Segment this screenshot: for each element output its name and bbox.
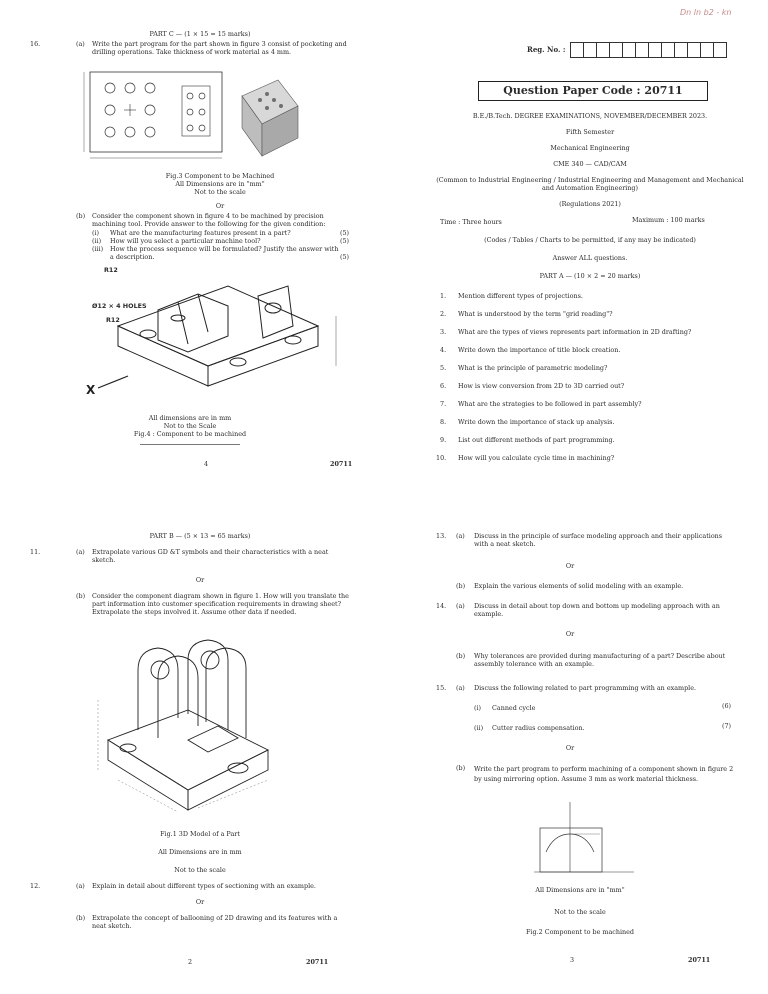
q16a-label: (a) [76,40,85,48]
codes-permitted: (Codes / Tables / Charts to be permitted, if any may be indicated) [484,236,696,244]
question-text: List out different methods of part programming. [458,436,615,444]
fig4-caption-scale: Not to the Scale [163,422,217,430]
q12-number: 12. [30,882,41,890]
question-number: 4. [440,346,447,354]
page-code: 20711 [306,958,329,966]
svg-text:X: X [86,383,96,397]
page-number: 4 [204,460,209,468]
fig4-caption-units: All dimensions are in mm [148,414,232,422]
course: CME 340 — CAD/CAM [553,160,627,168]
q12b-label: (b) [76,914,86,922]
q11a-label: (a) [76,548,85,556]
q14-number: 14. [436,602,447,610]
reg-no-boxes [570,42,727,58]
page-number: 3 [570,956,575,964]
fig2-caption-title: Fig.2 Component to be machined [526,928,634,936]
maximum-marks: Maximum : 100 marks [632,216,705,224]
q16b-label: (b) [76,212,86,220]
q16-number: 16. [30,40,41,48]
question-number: 9. [440,436,447,444]
q13a-text: Discuss in the principle of surface modeling approach and their applications with a neat sketch. [474,532,723,548]
question-text: What are the types of views represents part information in 2D drafting? [458,328,692,336]
page-number: 2 [188,958,193,966]
question-number: 5. [440,364,447,372]
q13b-text: Explain the various elements of solid modeling with an example. [474,582,684,590]
q16b-item-num: (i) [92,229,100,237]
exam-title: B.E./B.Tech. DEGREE EXAMINATIONS, NOVEMBER/DECEMBER 2023. [472,112,708,120]
question-text: Mention different types of projections. [458,292,583,300]
q12a-text: Explain in detail about different types of sectioning with an example. [92,882,316,890]
regulations: (Regulations 2021) [559,200,621,208]
handwritten-note: Dn ln b2 - kn [680,8,732,17]
q15b-text: Write the part program to perform machining of a component shown in figure 2 by using mirroring option. Assume 3 mm as work material thickness. [474,765,734,783]
or-divider: Or [215,202,225,210]
fig2-caption-units: All Dimensions are in "mm" [535,886,625,894]
fig1-caption-title: Fig.1 3D Model of a Part [160,830,240,838]
q14a-text: Discuss in detail about top down and bottom up modeling approach with an example. [474,602,720,618]
question-number: 2. [440,310,447,318]
question-text: How is view conversion from 2D to 3D carried out? [458,382,625,390]
fig2-caption-scale: Not to the scale [554,908,606,916]
question-text: What is the principle of parametric modeling? [458,364,608,372]
q16b-item-text: How will you select a particular machine tool? [110,237,261,245]
q14b-label: (b) [456,652,466,660]
answer-all: Answer ALL questions. [552,254,628,262]
or-divider: Or [565,744,575,752]
q16b-item-text: How the process sequence will be formulated? Justify the answer with a description. [110,245,339,261]
part-c-heading: PART C — (1 × 15 = 15 marks) [149,30,251,38]
time-allowed: Time : Three hours [440,218,502,226]
q15a-label: (a) [456,684,465,692]
q13-number: 13. [436,532,447,540]
question-number: 3. [440,328,447,336]
end-rule [140,444,240,445]
q15a-item-marks: (6) [722,702,732,710]
question-number: 1. [440,292,447,300]
q16a-text: Write the part program for the part shown in figure 3 consist of pocketing and drilling operations. Take thickness of work material as 4 mm. [92,40,347,56]
q16b-item-text: What are the manufacturing features present in a part? [110,229,291,237]
question-text: What are the strategies to be followed in part assembly? [458,400,642,408]
q15a-text: Discuss the following related to part programming with an example. [474,684,697,692]
q14a-label: (a) [456,602,465,610]
semester: Fifth Semester [565,128,615,136]
page-code: 20711 [688,956,711,964]
part-a-heading: PART A — (10 × 2 = 20 marks) [539,272,641,280]
question-number: 6. [440,382,447,390]
common-to: (Common to Industrial Engineering / Industrial Engineering and Management and Mechanical and Automation Engineering) [436,176,744,192]
q13a-label: (a) [456,532,465,540]
q16b-item-marks: (5) [340,237,350,245]
q12b-text: Extrapolate the concept of ballooning of 2D drawing and its features with a neat sketch. [92,914,338,930]
department: Mechanical Engineering [550,144,630,152]
q15a-item-text: Cutter radius compensation. [492,724,585,732]
q11b-text: Consider the component diagram shown in figure 1. How will you translate the part information into customer specification requirements in drawing sheet? Extrapolate the steps involved it. Assume other data if needed. [92,592,349,616]
q14b-text: Why tolerances are provided during manufacturing of a part? Describe about assembly tolerance with an example. [474,652,726,668]
fig4-label-r12-top: R12 [104,266,118,274]
question-text: What is understood by the term "grid reading"? [458,310,613,318]
fig1-drawing [88,630,288,820]
question-number: 10. [436,454,447,462]
q11b-label: (b) [76,592,86,600]
q15b-label: (b) [456,764,466,772]
fig4-caption-title: Fig.4 : Component to be machined [133,430,247,438]
q11a-text: Extrapolate various GD &T symbols and their characteristics with a neat sketch. [92,548,329,564]
q15a-item-num: (i) [474,704,482,712]
fig3-drawing [82,66,302,166]
fig3-caption-units: All Dimensions are in "mm" [175,180,265,188]
fig4-label-holes: Ø12 × 4 HOLES [92,302,147,310]
reg-no-label: Reg. No. : [527,45,566,54]
or-divider: Or [195,576,205,584]
question-text: Write down the importance of title block creation. [458,346,621,354]
q15a-item-marks: (7) [722,722,732,730]
or-divider: Or [565,562,575,570]
or-divider: Or [195,898,205,906]
q15a-item-num: (ii) [474,724,484,732]
question-text: How will you calculate cycle time in machining? [458,454,615,462]
q11-number: 11. [30,548,41,556]
fig4-label-r12-side: R12 [106,316,120,324]
or-divider: Or [565,630,575,638]
q15a-item-text: Canned cycle [492,704,536,712]
question-number: 7. [440,400,447,408]
q16b-intro: Consider the component shown in figure 4 to be machined by precision machining tool. Provide answer to the following for the given condition: [92,212,326,228]
part-b-heading: PART B — (5 × 13 = 65 marks) [149,532,251,540]
q12a-label: (a) [76,882,85,890]
q16b-item-marks: (5) [340,229,350,237]
fig1-caption-units: All Dimensions are in mm [158,848,242,856]
page-code: 20711 [330,460,353,468]
question-text: Write down the importance of stack up analysis. [458,418,615,426]
fig3-caption-scale: Not to the scale [194,188,246,196]
fig2-drawing [530,800,640,880]
q15-number: 15. [436,684,447,692]
question-paper-code: Question Paper Code : 20711 [478,81,708,101]
fig3-caption-title: Fig.3 Component to be Machined [165,172,275,180]
question-number: 8. [440,418,447,426]
fig1-caption-scale: Not to the scale [174,866,226,874]
q16b-item-num: (ii) [92,237,102,245]
q16b-item-marks: (5) [340,253,350,261]
q16b-item-num: (iii) [92,245,104,253]
fig4-drawing [78,266,348,406]
q13b-label: (b) [456,582,466,590]
